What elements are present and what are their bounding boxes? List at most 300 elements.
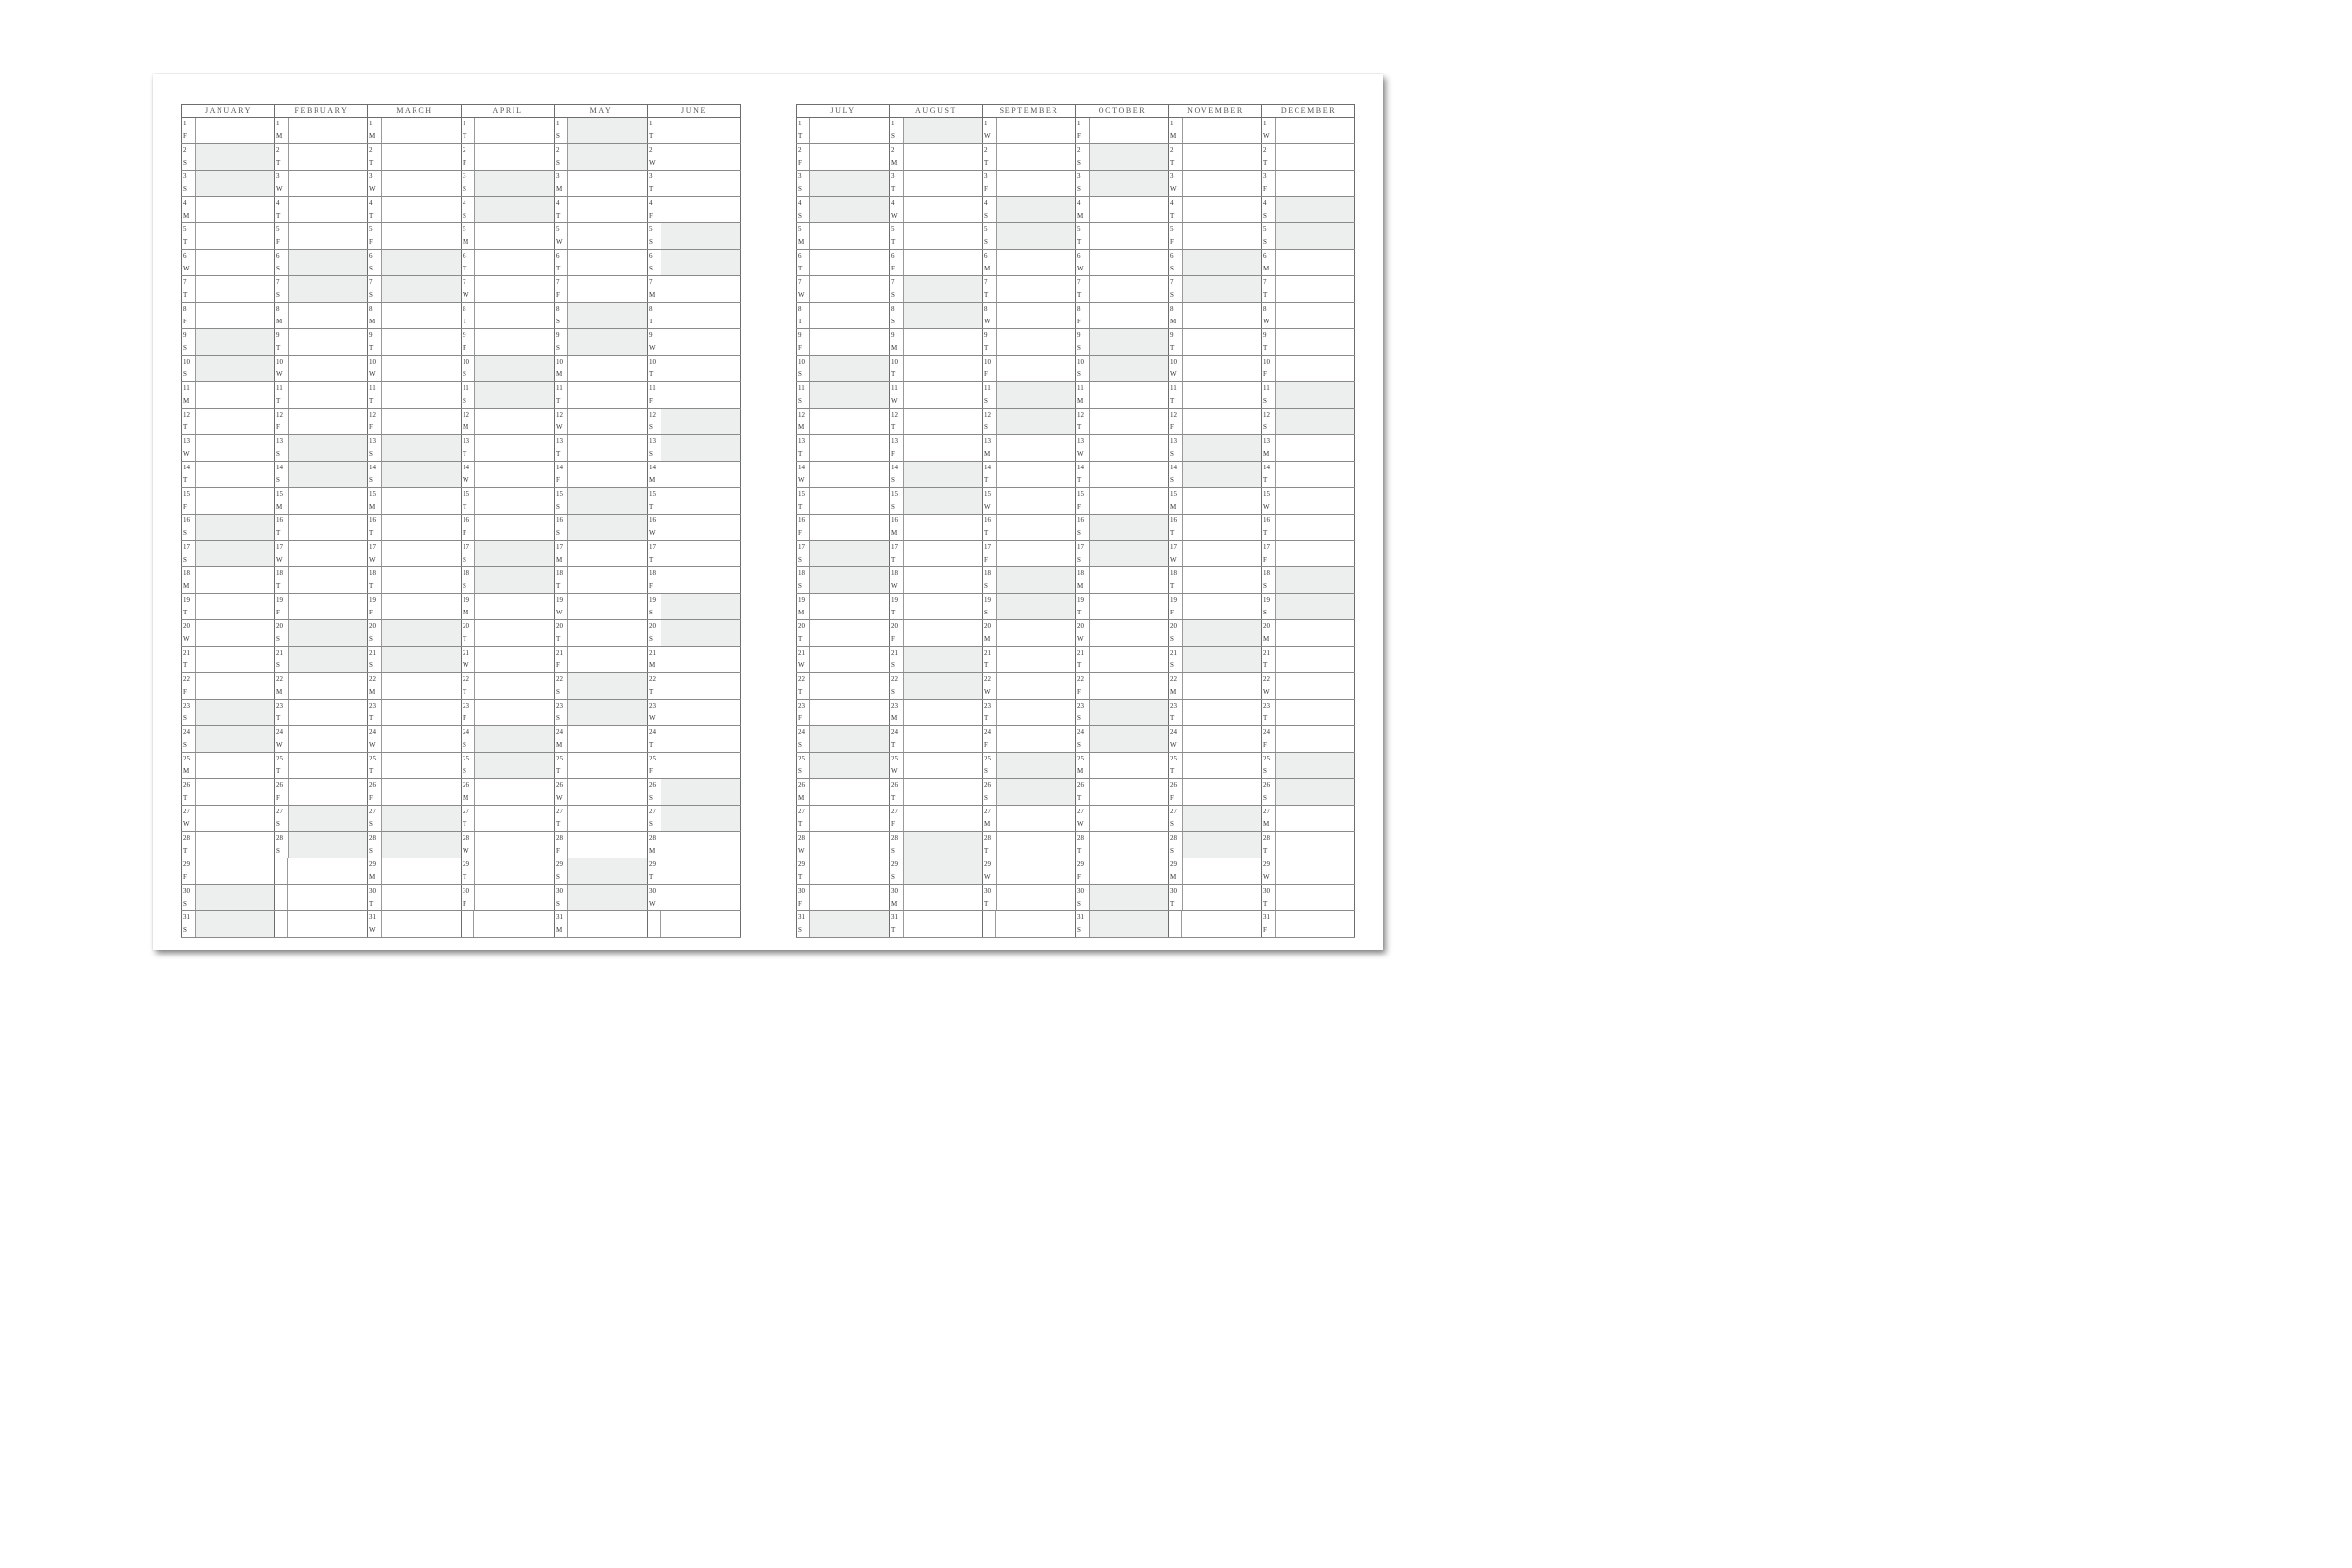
day-cell[interactable] — [182, 197, 275, 223]
day-note-area[interactable] — [568, 911, 647, 937]
day-note-area[interactable] — [997, 832, 1075, 858]
day-cell[interactable] — [368, 435, 462, 462]
day-cell[interactable] — [368, 118, 462, 144]
day-cell[interactable] — [983, 567, 1076, 594]
day-note-area[interactable] — [810, 382, 889, 408]
day-note-area[interactable] — [568, 435, 647, 461]
day-note-area[interactable] — [1276, 303, 1354, 328]
day-cell[interactable] — [648, 673, 741, 700]
day-note-area[interactable] — [1090, 118, 1168, 143]
day-note-area[interactable] — [475, 356, 554, 381]
day-cell[interactable] — [797, 356, 890, 382]
day-cell[interactable] — [555, 144, 648, 171]
day-cell[interactable] — [890, 197, 983, 223]
day-cell[interactable] — [1076, 462, 1169, 488]
day-note-area[interactable] — [1090, 197, 1168, 222]
day-cell[interactable] — [368, 197, 462, 223]
day-cell[interactable] — [648, 620, 741, 647]
day-note-area[interactable] — [904, 541, 982, 566]
day-note-area[interactable] — [196, 594, 274, 619]
day-cell[interactable] — [275, 276, 368, 303]
day-cell[interactable] — [648, 594, 741, 620]
day-note-area[interactable] — [1183, 647, 1261, 672]
day-cell[interactable] — [648, 885, 741, 911]
day-cell[interactable] — [1076, 567, 1169, 594]
day-cell[interactable] — [1262, 726, 1355, 753]
day-note-area[interactable] — [904, 435, 982, 461]
day-note-area[interactable] — [382, 911, 461, 937]
day-note-area[interactable] — [1276, 858, 1354, 884]
day-cell[interactable] — [182, 462, 275, 488]
day-cell[interactable] — [275, 726, 368, 753]
day-note-area[interactable] — [904, 858, 982, 884]
day-cell[interactable] — [797, 858, 890, 885]
day-note-area[interactable] — [1183, 144, 1261, 170]
day-note-area[interactable] — [1090, 303, 1168, 328]
day-note-area[interactable] — [904, 806, 982, 831]
day-cell[interactable] — [275, 779, 368, 806]
day-cell[interactable] — [275, 620, 368, 647]
day-cell[interactable] — [983, 541, 1076, 567]
day-cell[interactable] — [1169, 435, 1262, 462]
day-cell[interactable] — [648, 250, 741, 276]
day-note-area[interactable] — [196, 197, 274, 222]
day-note-area[interactable] — [904, 673, 982, 699]
day-note-area[interactable] — [1090, 435, 1168, 461]
day-cell[interactable] — [983, 409, 1076, 435]
day-note-area[interactable] — [1183, 594, 1261, 619]
day-cell[interactable] — [275, 303, 368, 329]
day-note-area[interactable] — [1090, 620, 1168, 646]
day-cell[interactable] — [275, 329, 368, 356]
day-note-area[interactable] — [289, 118, 368, 143]
day-cell[interactable] — [1169, 885, 1262, 911]
day-note-area[interactable] — [1183, 118, 1261, 143]
day-cell[interactable] — [797, 514, 890, 541]
day-note-area[interactable] — [662, 885, 740, 910]
day-cell[interactable] — [1076, 409, 1169, 435]
day-note-area[interactable] — [289, 276, 368, 302]
day-cell[interactable] — [1076, 329, 1169, 356]
day-cell[interactable] — [797, 171, 890, 197]
day-note-area[interactable] — [382, 700, 461, 725]
day-note-area[interactable] — [1183, 514, 1261, 540]
day-cell[interactable] — [890, 435, 983, 462]
day-note-area[interactable] — [196, 250, 274, 275]
day-cell[interactable] — [275, 832, 368, 858]
day-note-area[interactable] — [904, 356, 982, 381]
day-note-area[interactable] — [196, 171, 274, 196]
day-note-area[interactable] — [904, 171, 982, 196]
day-cell[interactable] — [983, 356, 1076, 382]
day-cell[interactable] — [1262, 118, 1355, 144]
day-cell[interactable] — [648, 753, 741, 779]
day-cell[interactable] — [797, 144, 890, 171]
day-note-area[interactable] — [382, 435, 461, 461]
day-note-area[interactable] — [1276, 832, 1354, 858]
day-note-area[interactable] — [810, 462, 889, 487]
day-note-area[interactable] — [289, 620, 368, 646]
day-cell[interactable] — [797, 567, 890, 594]
day-note-area[interactable] — [568, 753, 647, 778]
day-cell[interactable] — [648, 409, 741, 435]
day-cell[interactable] — [462, 329, 555, 356]
day-note-area[interactable] — [810, 250, 889, 275]
day-note-area[interactable] — [568, 594, 647, 619]
day-cell[interactable] — [182, 223, 275, 250]
day-cell[interactable] — [797, 911, 890, 938]
day-note-area[interactable] — [662, 858, 740, 884]
day-note-area[interactable] — [1276, 911, 1354, 937]
day-cell[interactable] — [648, 488, 741, 514]
day-note-area[interactable] — [1183, 329, 1261, 355]
day-cell[interactable] — [1076, 223, 1169, 250]
day-note-area[interactable] — [810, 753, 889, 778]
day-note-area[interactable] — [568, 488, 647, 514]
day-note-area[interactable] — [1183, 303, 1261, 328]
day-note-area[interactable] — [1276, 726, 1354, 752]
day-cell[interactable] — [182, 541, 275, 567]
day-note-area[interactable] — [997, 303, 1075, 328]
day-cell[interactable] — [368, 329, 462, 356]
day-note-area[interactable] — [810, 858, 889, 884]
day-cell[interactable] — [182, 250, 275, 276]
day-cell[interactable] — [462, 620, 555, 647]
day-cell[interactable] — [890, 885, 983, 911]
day-note-area[interactable] — [1090, 832, 1168, 858]
day-cell[interactable] — [890, 223, 983, 250]
day-note-area[interactable] — [196, 223, 274, 249]
day-cell[interactable] — [797, 303, 890, 329]
day-note-area[interactable] — [662, 488, 740, 514]
day-cell[interactable] — [890, 118, 983, 144]
day-cell[interactable] — [1262, 462, 1355, 488]
day-cell[interactable] — [182, 303, 275, 329]
day-cell[interactable] — [1076, 885, 1169, 911]
day-cell[interactable] — [1262, 647, 1355, 673]
day-cell[interactable] — [983, 673, 1076, 700]
day-note-area[interactable] — [904, 885, 982, 910]
day-note-area[interactable] — [475, 885, 554, 910]
day-cell[interactable] — [182, 753, 275, 779]
day-cell[interactable] — [275, 567, 368, 594]
day-note-area[interactable] — [196, 858, 274, 884]
day-note-area[interactable] — [1183, 620, 1261, 646]
day-cell[interactable] — [368, 858, 462, 885]
day-cell[interactable] — [1262, 567, 1355, 594]
day-note-area[interactable] — [382, 488, 461, 514]
day-note-area[interactable] — [810, 700, 889, 725]
day-cell[interactable] — [462, 541, 555, 567]
day-cell[interactable] — [1076, 250, 1169, 276]
day-cell[interactable] — [1076, 858, 1169, 885]
day-note-area[interactable] — [1276, 197, 1354, 222]
day-cell[interactable] — [890, 567, 983, 594]
day-note-area[interactable] — [1183, 541, 1261, 566]
day-note-area[interactable] — [997, 382, 1075, 408]
day-note-area[interactable] — [904, 567, 982, 593]
day-cell[interactable] — [797, 223, 890, 250]
day-cell[interactable] — [368, 488, 462, 514]
day-cell[interactable] — [1076, 435, 1169, 462]
day-cell[interactable] — [1262, 806, 1355, 832]
day-cell[interactable] — [555, 462, 648, 488]
day-cell[interactable] — [890, 276, 983, 303]
day-note-area[interactable] — [1183, 409, 1261, 434]
day-cell[interactable] — [1169, 620, 1262, 647]
day-note-area[interactable] — [810, 541, 889, 566]
day-note-area[interactable] — [1276, 514, 1354, 540]
day-cell[interactable] — [890, 382, 983, 409]
day-note-area[interactable] — [810, 885, 889, 910]
day-cell[interactable] — [182, 594, 275, 620]
day-note-area[interactable] — [475, 806, 554, 831]
day-note-area[interactable] — [196, 118, 274, 143]
day-note-area[interactable] — [1090, 806, 1168, 831]
day-note-area[interactable] — [1276, 488, 1354, 514]
day-note-area[interactable] — [196, 673, 274, 699]
day-cell[interactable] — [1076, 171, 1169, 197]
day-cell[interactable] — [368, 911, 462, 938]
day-cell[interactable] — [983, 779, 1076, 806]
day-cell[interactable] — [462, 382, 555, 409]
day-note-area[interactable] — [475, 594, 554, 619]
day-cell[interactable] — [275, 144, 368, 171]
day-cell[interactable] — [983, 144, 1076, 171]
day-note-area[interactable] — [997, 250, 1075, 275]
day-note-area[interactable] — [1090, 171, 1168, 196]
day-cell[interactable] — [797, 541, 890, 567]
day-cell[interactable] — [648, 144, 741, 171]
day-cell[interactable] — [462, 250, 555, 276]
day-note-area[interactable] — [904, 382, 982, 408]
day-note-area[interactable] — [904, 144, 982, 170]
day-note-area[interactable] — [1276, 118, 1354, 143]
day-note-area[interactable] — [1090, 885, 1168, 910]
day-cell[interactable] — [983, 118, 1076, 144]
day-cell[interactable] — [648, 382, 741, 409]
day-note-area[interactable] — [382, 462, 461, 487]
day-note-area[interactable] — [568, 329, 647, 355]
day-cell[interactable] — [1169, 779, 1262, 806]
day-note-area[interactable] — [662, 673, 740, 699]
day-cell[interactable] — [797, 700, 890, 726]
day-cell[interactable] — [368, 753, 462, 779]
day-cell[interactable] — [648, 700, 741, 726]
day-note-area[interactable] — [568, 462, 647, 487]
day-cell[interactable] — [1169, 858, 1262, 885]
day-note-area[interactable] — [196, 779, 274, 805]
day-note-area[interactable] — [289, 779, 368, 805]
day-cell[interactable] — [555, 514, 648, 541]
day-cell[interactable] — [1169, 673, 1262, 700]
day-note-area[interactable] — [997, 806, 1075, 831]
day-cell[interactable] — [555, 594, 648, 620]
day-note-area[interactable] — [196, 832, 274, 858]
day-cell[interactable] — [1169, 197, 1262, 223]
day-note-area[interactable] — [475, 832, 554, 858]
day-cell[interactable] — [1262, 435, 1355, 462]
day-note-area[interactable] — [810, 911, 889, 937]
day-cell[interactable] — [275, 171, 368, 197]
day-note-area[interactable] — [382, 356, 461, 381]
day-note-area[interactable] — [568, 118, 647, 143]
day-cell[interactable] — [1262, 700, 1355, 726]
day-cell[interactable] — [1262, 753, 1355, 779]
day-note-area[interactable] — [1183, 197, 1261, 222]
day-cell[interactable] — [1169, 223, 1262, 250]
day-note-area[interactable] — [662, 832, 740, 858]
day-cell[interactable] — [1169, 594, 1262, 620]
day-note-area[interactable] — [904, 118, 982, 143]
day-cell[interactable] — [797, 832, 890, 858]
day-cell[interactable] — [648, 462, 741, 488]
day-cell[interactable] — [555, 620, 648, 647]
day-cell[interactable] — [890, 911, 983, 938]
day-cell[interactable] — [983, 885, 1076, 911]
day-cell[interactable] — [890, 594, 983, 620]
day-cell[interactable] — [462, 673, 555, 700]
day-note-area[interactable] — [1183, 858, 1261, 884]
day-note-area[interactable] — [475, 541, 554, 566]
day-cell[interactable] — [462, 700, 555, 726]
day-cell[interactable] — [555, 356, 648, 382]
day-note-area[interactable] — [997, 514, 1075, 540]
day-cell[interactable] — [890, 329, 983, 356]
day-cell[interactable] — [555, 329, 648, 356]
day-note-area[interactable] — [475, 514, 554, 540]
day-cell[interactable] — [983, 382, 1076, 409]
day-note-area[interactable] — [382, 382, 461, 408]
day-cell[interactable] — [648, 832, 741, 858]
day-cell[interactable] — [462, 753, 555, 779]
day-cell[interactable] — [1262, 858, 1355, 885]
day-note-area[interactable] — [810, 673, 889, 699]
day-note-area[interactable] — [904, 700, 982, 725]
day-note-area[interactable] — [568, 885, 647, 910]
day-cell[interactable] — [983, 832, 1076, 858]
day-cell[interactable] — [368, 885, 462, 911]
day-note-area[interactable] — [289, 488, 368, 514]
day-cell[interactable] — [275, 700, 368, 726]
day-cell[interactable] — [1076, 541, 1169, 567]
day-note-area[interactable] — [997, 620, 1075, 646]
day-cell[interactable] — [1169, 462, 1262, 488]
day-cell[interactable] — [368, 409, 462, 435]
day-cell[interactable] — [1169, 118, 1262, 144]
day-cell[interactable] — [462, 594, 555, 620]
day-note-area[interactable] — [810, 409, 889, 434]
day-note-area[interactable] — [1183, 700, 1261, 725]
day-note-area[interactable] — [997, 885, 1075, 910]
day-cell[interactable] — [462, 885, 555, 911]
day-note-area[interactable] — [196, 647, 274, 672]
day-cell[interactable] — [890, 541, 983, 567]
day-note-area[interactable] — [904, 911, 982, 937]
day-note-area[interactable] — [196, 885, 274, 910]
day-note-area[interactable] — [810, 329, 889, 355]
day-cell[interactable] — [1169, 647, 1262, 673]
day-note-area[interactable] — [997, 435, 1075, 461]
day-cell[interactable] — [1262, 197, 1355, 223]
day-note-area[interactable] — [475, 858, 554, 884]
day-note-area[interactable] — [810, 647, 889, 672]
day-cell[interactable] — [368, 356, 462, 382]
day-note-area[interactable] — [382, 250, 461, 275]
day-note-area[interactable] — [289, 514, 368, 540]
day-cell[interactable] — [983, 303, 1076, 329]
day-cell[interactable] — [182, 832, 275, 858]
day-note-area[interactable] — [1183, 356, 1261, 381]
day-cell[interactable] — [797, 409, 890, 435]
day-note-area[interactable] — [1183, 885, 1261, 910]
day-note-area[interactable] — [1183, 435, 1261, 461]
day-note-area[interactable] — [568, 832, 647, 858]
day-cell[interactable] — [368, 514, 462, 541]
day-note-area[interactable] — [289, 329, 368, 355]
day-note-area[interactable] — [662, 779, 740, 805]
day-note-area[interactable] — [568, 806, 647, 831]
day-note-area[interactable] — [568, 858, 647, 884]
day-cell[interactable] — [368, 223, 462, 250]
day-cell[interactable] — [462, 806, 555, 832]
day-note-area[interactable] — [475, 435, 554, 461]
day-cell[interactable] — [890, 250, 983, 276]
day-cell[interactable] — [555, 700, 648, 726]
day-note-area[interactable] — [289, 171, 368, 196]
day-note-area[interactable] — [1090, 382, 1168, 408]
day-note-area[interactable] — [662, 118, 740, 143]
day-note-area[interactable] — [289, 250, 368, 275]
day-note-area[interactable] — [568, 171, 647, 196]
day-cell[interactable] — [462, 488, 555, 514]
day-cell[interactable] — [1262, 329, 1355, 356]
day-note-area[interactable] — [475, 753, 554, 778]
day-cell[interactable] — [1076, 303, 1169, 329]
day-cell[interactable] — [555, 753, 648, 779]
day-cell[interactable] — [1076, 832, 1169, 858]
day-note-area[interactable] — [810, 726, 889, 752]
day-cell[interactable] — [462, 356, 555, 382]
day-note-area[interactable] — [810, 806, 889, 831]
day-cell[interactable] — [983, 700, 1076, 726]
day-cell[interactable] — [1076, 197, 1169, 223]
day-cell[interactable] — [1076, 911, 1169, 938]
day-cell[interactable] — [1169, 567, 1262, 594]
day-cell[interactable] — [555, 276, 648, 303]
day-cell[interactable] — [275, 514, 368, 541]
day-note-area[interactable] — [662, 806, 740, 831]
day-note-area[interactable] — [289, 541, 368, 566]
day-note-area[interactable] — [997, 779, 1075, 805]
day-note-area[interactable] — [997, 144, 1075, 170]
day-note-area[interactable] — [196, 567, 274, 593]
day-cell[interactable] — [275, 488, 368, 514]
day-cell[interactable] — [1169, 171, 1262, 197]
day-note-area[interactable] — [289, 700, 368, 725]
day-cell[interactable] — [648, 435, 741, 462]
day-note-area[interactable] — [382, 223, 461, 249]
day-cell[interactable] — [890, 858, 983, 885]
day-note-area[interactable] — [382, 409, 461, 434]
day-note-area[interactable] — [1090, 647, 1168, 672]
day-note-area[interactable] — [1276, 276, 1354, 302]
day-cell[interactable] — [1169, 382, 1262, 409]
day-cell[interactable] — [368, 779, 462, 806]
day-cell[interactable] — [368, 276, 462, 303]
day-cell[interactable] — [555, 832, 648, 858]
day-cell[interactable] — [555, 858, 648, 885]
